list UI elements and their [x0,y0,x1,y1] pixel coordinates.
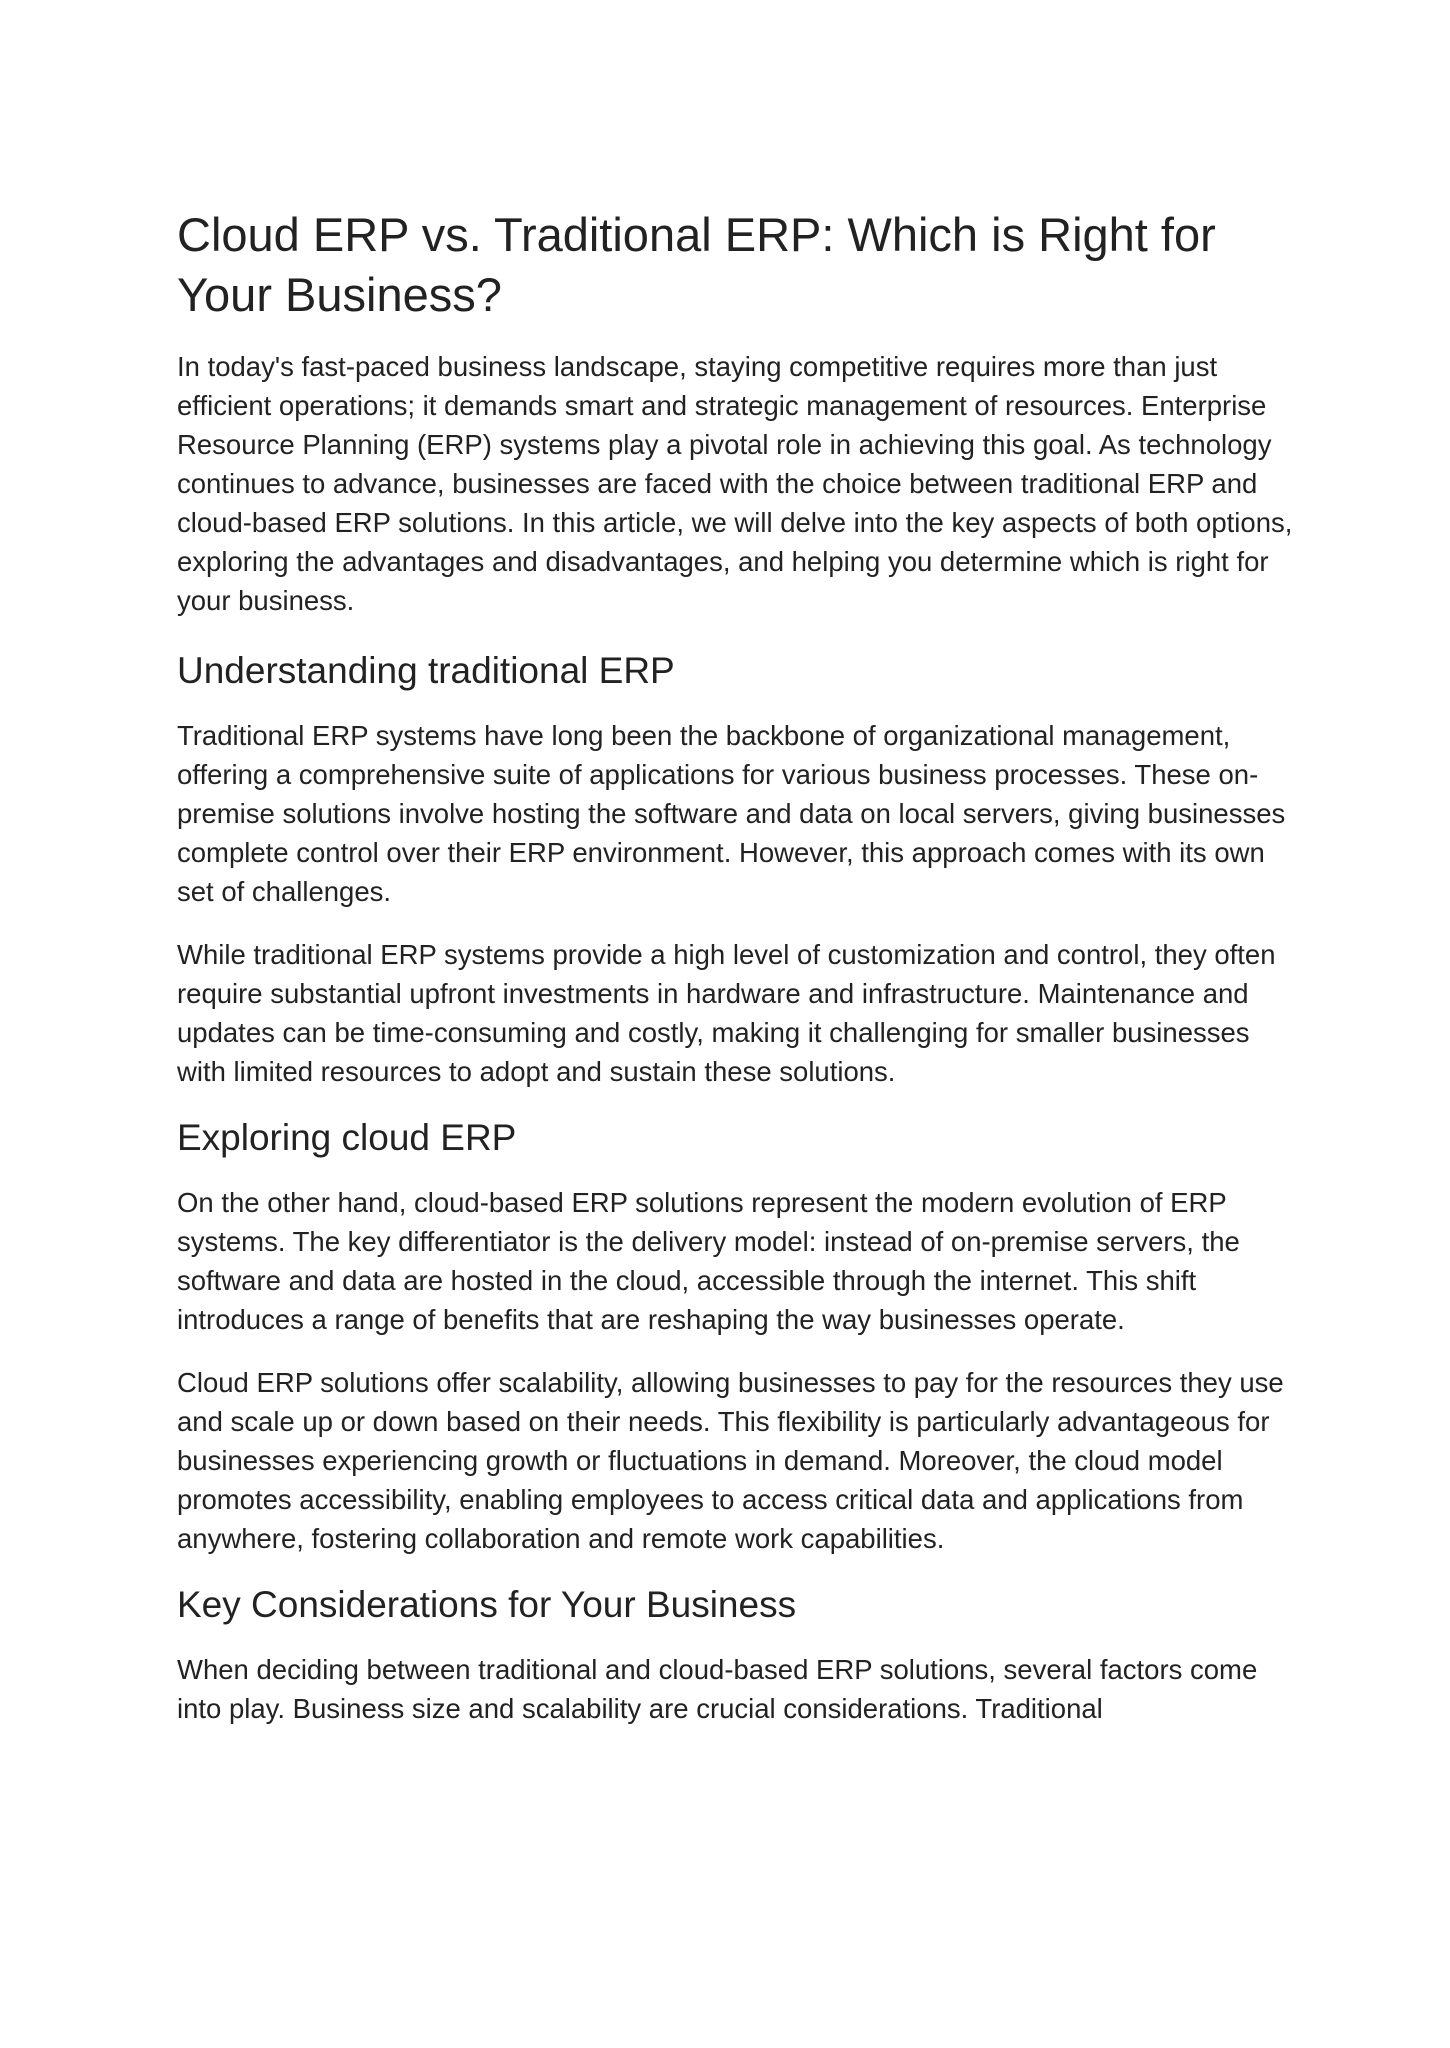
document-page [177,205,1297,1752]
paragraph: When deciding between traditional and cloud-based ERP solutions, several factors come into play. Business size and scalability are crucial considerations. Traditional [177,1654,1258,1724]
section-heading-key-considerations: Key Considerations for Your Business [177,1584,797,1625]
paragraph: While traditional ERP systems provide a high level of customization and control, they often require substantial upfront investments in hardware and infrastructure. Maintenance and updates can be time-consuming and costly, making it challenging for smaller businesses with limited resources to adopt and sustain these solutions. [177,939,1276,1087]
page-title: Cloud ERP vs. Traditional ERP: Which is Right for Your Business? [177,208,1216,321]
paragraph: On the other hand, cloud-based ERP solutions represent the modern evolution of ERP systems. The key differentiator is the delivery model: instead of on-premise servers, the software and data are hosted in the cloud, accessible through the internet. This shift introduces a range of benefits that are reshaping the way businesses operate. [177,1187,1240,1335]
section-heading-cloud-erp: Exploring cloud ERP [177,1117,517,1158]
section-heading-traditional-erp: Understanding traditional ERP [177,650,675,691]
paragraph: Cloud ERP solutions offer scalability, allowing businesses to pay for the resources they use and scale up or down based on their needs. This flexibility is particularly advantageous for businesses experiencing growth or fluctuations in demand. Moreover, the cloud model promotes accessibility, enabling employees to access critical data and applications from anywhere, fostering collaboration and remote work capabilities. [177,1367,1284,1554]
paragraph: Traditional ERP systems have long been the backbone of organizational management, offering a comprehensive suite of applications for various business processes. These on-premise solutions involve hosting the software and data on local servers, giving businesses complete control over their ERP environment. However, this approach comes with its own set of challenges. [177,720,1286,907]
intro-paragraph: In today's fast-paced business landscape, staying competitive requires more than just efficient operations; it demands smart and strategic management of resources. Enterprise Resource Planning (ERP) systems play a pivotal role in achieving this goal. As technology continues to advance, businesses are faced with the choice between traditional ERP and cloud-based ERP solutions. In this article, we will delve into the key aspects of both options, exploring the advantages and disadvantages, and helping you determine which is right for your business. [177,351,1293,616]
